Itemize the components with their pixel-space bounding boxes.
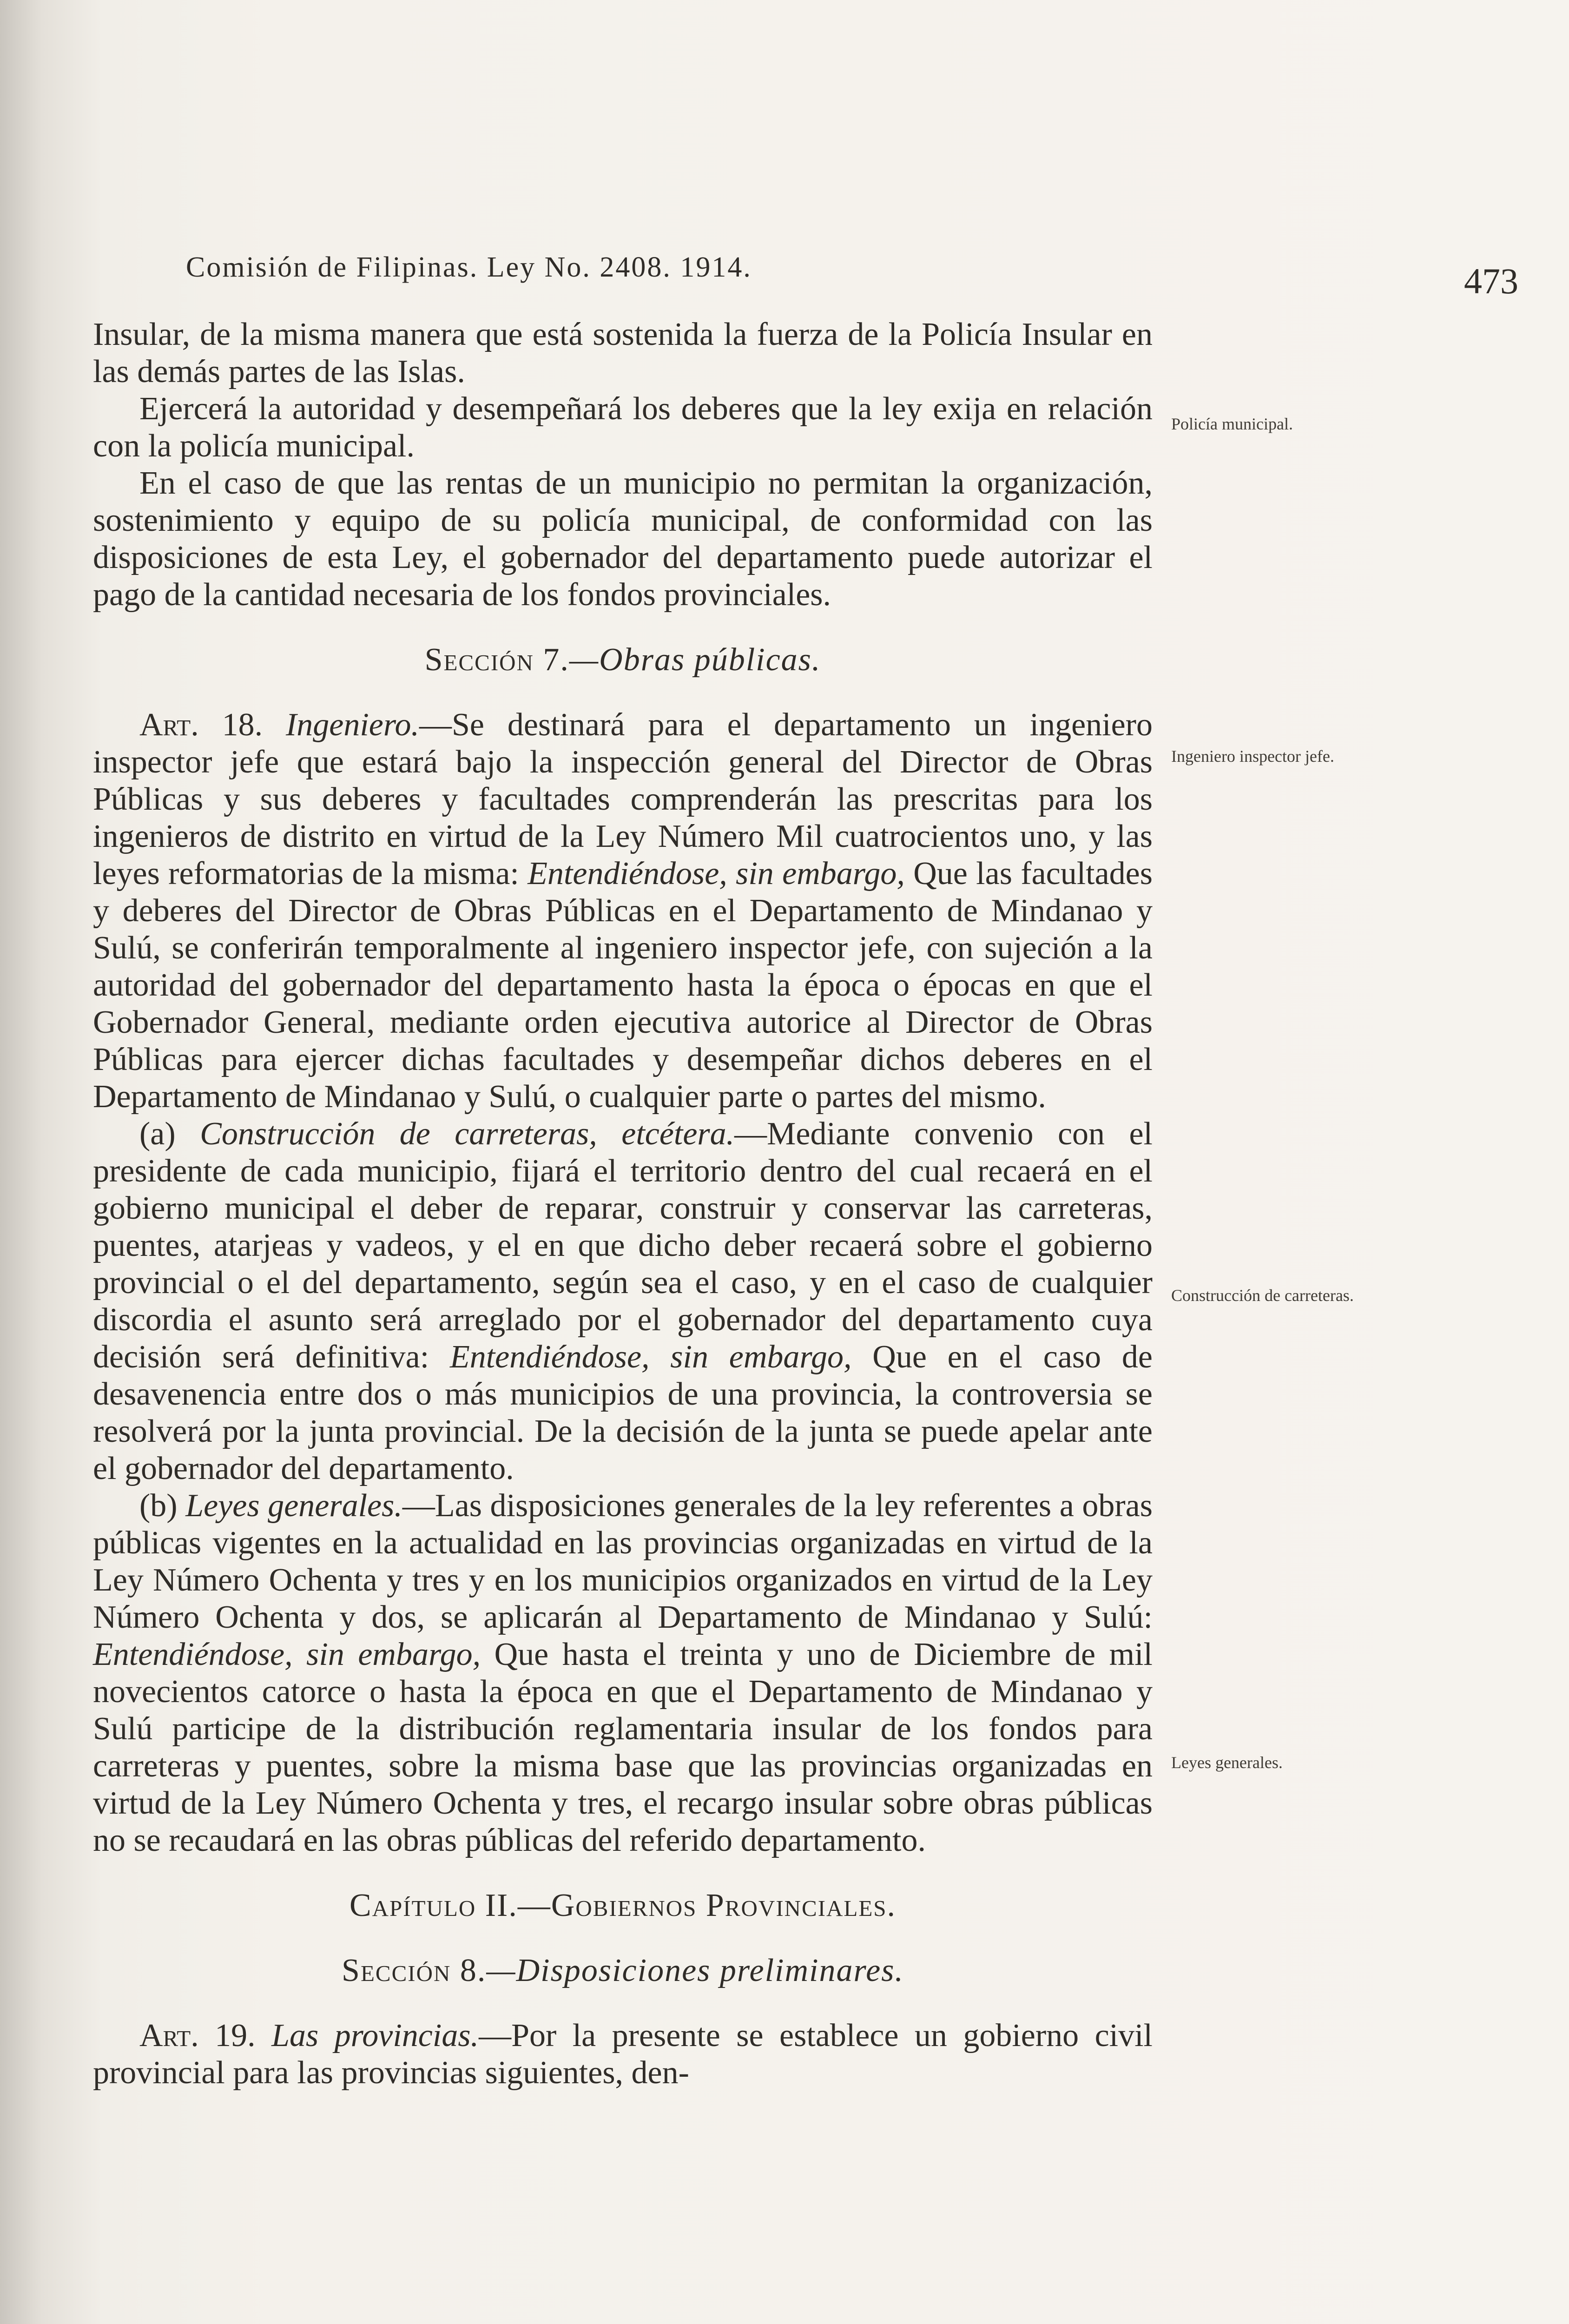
article-paragraph xyxy=(93,2017,1153,2092)
page-header xyxy=(186,242,1534,301)
margin-note-ingeniero: Ingeniero inspector jefe. xyxy=(1171,747,1334,766)
subsection-text: Que hasta el treinta y uno de Diciembre de mil novecientos catorce o hasta la época en que el Departamento de Mindanao y Sulú participe de la distribución reglamentaria insular de los fondos para carreteras y puentes, sobre la misma base que las provincias organizadas en virtud de la Ley Número Ochenta y tres, el recargo insular sobre obras públicas no se recaudará en las obras públicas del referido departamento. xyxy=(93,1637,1153,1858)
margin-note-policia: Policía municipal. xyxy=(1171,415,1293,433)
section-label: Sección 8. xyxy=(342,1953,487,1988)
paragraph: Insular, de la misma manera que está sostenida la fuerza de la Policía Insular en las demás partes de las Islas. xyxy=(93,317,1153,390)
article-paragraph xyxy=(93,706,1153,1116)
chapter-heading xyxy=(93,1887,1153,1924)
page-number: 473 xyxy=(1464,261,1518,301)
article-title: Las provincias. xyxy=(271,2018,479,2053)
subsection-label: (b) xyxy=(139,1488,178,1524)
subsection-title: Construcción de carreteras, etcétera. xyxy=(200,1116,735,1152)
subsection-paragraph xyxy=(93,1116,1153,1487)
article-text: —Se destinará para el departamento un ingeniero inspector jefe que estará bajo la inspección general del Director de Obras Públicas y sus deberes y facultades comprenderán las prescritas para los ingenieros de distrito en virtud de la Ley Número Mil cuatrocientos uno, y las leyes reformatorias de la misma: xyxy=(93,707,1153,891)
proviso: Entendiéndose, sin embargo, xyxy=(449,1339,852,1375)
margin-note-leyes: Leyes generales. xyxy=(1171,1753,1283,1772)
subsection-text: —Mediante convenio con el presidente de cada municipio, fijará el territorio dentro del cual recaerá en el gobierno municipal el deber de reparar, construir y conservar las carreteras, puentes, atarjeas y vadeos, y el en que dicho deber recaerá sobre el gobierno provincial o el del departamento, según sea el caso, y en el caso de cualquier discordia el asunto será arreglado por el gobernador del departamento cuya decisión será definitiva: xyxy=(93,1116,1153,1375)
subsection-label: (a) xyxy=(139,1116,176,1152)
chapter-title: Capítulo II.—Gobiernos Provinciales. xyxy=(349,1888,897,1923)
subsection-paragraph xyxy=(93,1487,1153,1859)
paragraph: En el caso de que las rentas de un municipio no permitan la organización, sostenimiento y equipo de su policía municipal, de conformidad con las disposiciones de esta Ley, el gobernador del departamento puede autorizar el pago de la cantidad necesaria de los fondos provinciales. xyxy=(93,465,1153,613)
running-head: Comisión de Filipinas. Ley No. 2408. 1914. xyxy=(186,251,752,283)
article-text: —Por la presente se establece un gobierno civil provincial para las provincias siguientes, den- xyxy=(93,2018,1153,2091)
article-number: Art. 18. xyxy=(139,707,263,743)
margin-note-carreteras: Construcción de carreteras. xyxy=(1171,1286,1354,1305)
subsection-text: Que en el caso de desavenencia entre dos o más municipios de una provincia, la controversia se resolverá por la junta provincial. De la decisión de la junta se puede apelar ante el gobernador del departamento. xyxy=(93,1339,1153,1486)
subsection-text: —Las disposiciones generales de la ley referentes a obras públicas vigentes en la actualidad en las provincias organizadas en virtud de la Ley Número Ochenta y tres y en los municipios organizados en virtud de la Ley Número Ochenta y dos, se aplicarán al Departamento de Mindanao y Sulú: xyxy=(93,1488,1153,1635)
section-heading xyxy=(93,641,1153,679)
paragraph: Ejercerá la autoridad y desempeñará los deberes que la ley exija en relación con la policía municipal. xyxy=(93,391,1153,464)
article-text: Que las facultades y deberes del Director de Obras Públicas en el Departamento de Mindanao y Sulú, se conferirán temporalmente al ingeniero inspector jefe, con sujeción a la autoridad del gobernador del departamento hasta la época o épocas en que el Gobernador General, mediante orden ejecutiva autorice al Director de Obras Públicas para ejercer dichas facultades y desempeñar dichos deberes en el Departamento de Mindanao y Sulú, o cualquier parte o partes del mismo. xyxy=(93,856,1153,1115)
proviso: Entendiéndose, sin embargo, xyxy=(527,856,905,891)
section-title: —Obras públicas. xyxy=(569,642,821,678)
article-number: Art. 19. xyxy=(139,2018,256,2053)
proviso: Entendiéndose, sin embargo, xyxy=(93,1637,481,1672)
subsection-title: Leyes generales. xyxy=(185,1488,402,1524)
section-heading xyxy=(93,1952,1153,1989)
section-title: —Disposiciones preliminares. xyxy=(486,1953,904,1988)
article-title: Ingeniero. xyxy=(285,707,419,743)
body-text xyxy=(93,316,1153,2092)
section-label: Sección 7. xyxy=(424,642,569,678)
